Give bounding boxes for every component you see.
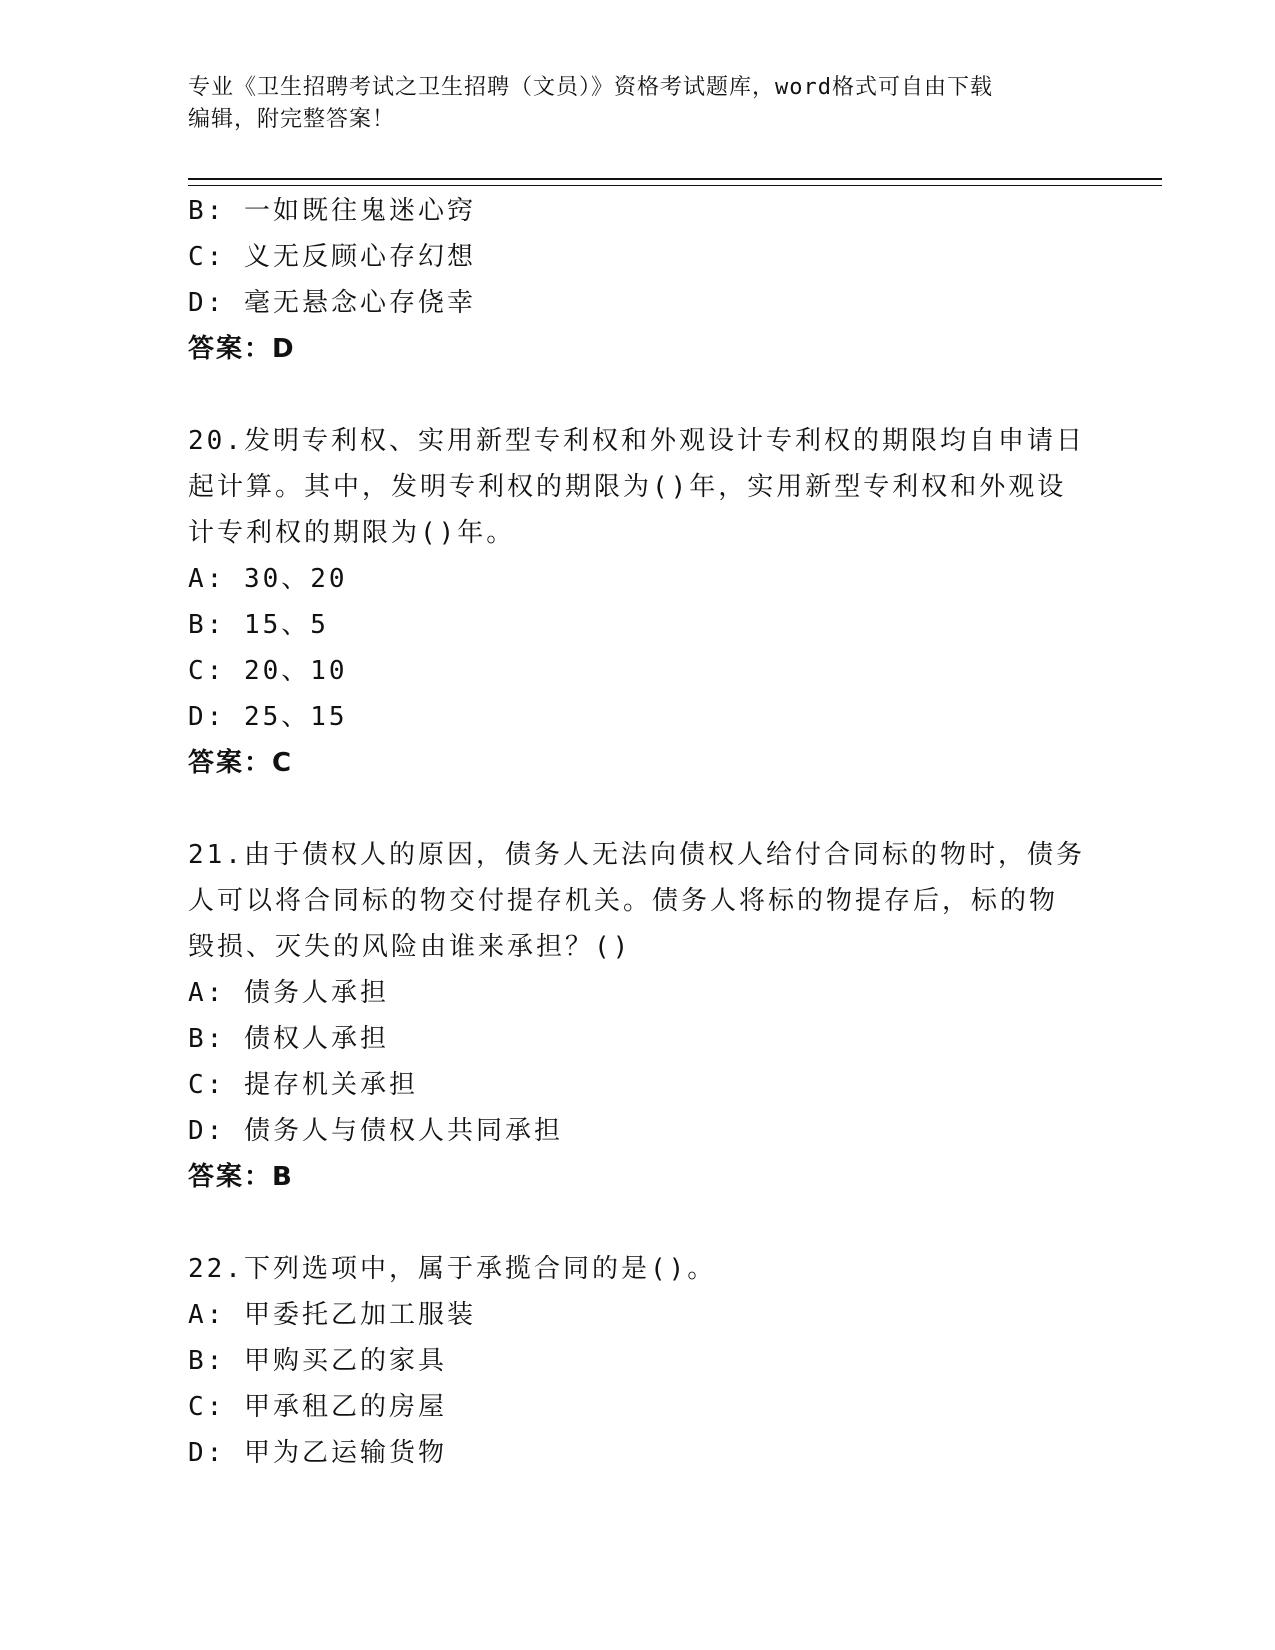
header-line-2: 编辑，附完整答案！: [188, 107, 396, 132]
spacer: [188, 1200, 1088, 1246]
stem-line: 21.由于债权人的原因，债务人无法向债权人给付合同标的物时，债务: [188, 840, 1085, 870]
carryover-block: [188, 188, 1088, 372]
option-d: D: 债务人与债权人共同承担: [188, 1116, 563, 1146]
answer-label: 答案：B: [188, 1162, 294, 1192]
option-a: A: 30、20: [188, 564, 348, 594]
question-stem: [188, 1246, 1088, 1292]
spacer: [188, 786, 1088, 832]
option-b: B: 甲购买乙的家具: [188, 1346, 447, 1376]
option-a: A: 甲委托乙加工服装: [188, 1300, 476, 1330]
answer-label: 答案：C: [188, 748, 294, 778]
option-c: C: 甲承租乙的房屋: [188, 1392, 447, 1422]
question-list: [188, 188, 1088, 1476]
answer-label: 答案：D: [188, 334, 296, 364]
header-line-1: 专业《卫生招聘考试之卫生招聘（文员）》资格考试题库，word格式可自由下载: [188, 75, 993, 100]
question-22: [188, 1246, 1088, 1476]
option-a: A: 债务人承担: [188, 978, 389, 1008]
option-c: C: 20、10: [188, 656, 348, 686]
question-stem: [188, 832, 1088, 970]
option-d: D: 25、15: [188, 702, 348, 732]
header-divider: [188, 178, 1162, 186]
option-b: B: 一如既往鬼迷心窍: [188, 196, 476, 226]
question-stem: [188, 418, 1088, 556]
option-d: D: 毫无悬念心存侥幸: [188, 288, 476, 318]
stem-line: 起计算。其中，发明专利权的期限为()年，实用新型专利权和外观设: [188, 472, 1067, 502]
option-c: C: 提存机关承担: [188, 1070, 418, 1100]
option-b: B: 15、5: [188, 610, 329, 640]
option-d: D: 甲为乙运输货物: [188, 1438, 447, 1468]
stem-line: 人可以将合同标的物交付提存机关。债务人将标的物提存后，标的物: [188, 886, 1059, 916]
option-c: C: 义无反顾心存幻想: [188, 242, 476, 272]
stem-line: 计专利权的期限为()年。: [188, 518, 516, 548]
option-b: B: 债权人承担: [188, 1024, 389, 1054]
stem-line: 毁损、灭失的风险由谁来承担？(): [188, 932, 632, 962]
spacer: [188, 372, 1088, 418]
document-header: [188, 72, 1088, 136]
question-21: [188, 832, 1088, 1200]
question-20: [188, 418, 1088, 786]
stem-line: 22.下列选项中，属于承揽合同的是()。: [188, 1254, 717, 1284]
stem-line: 20.发明专利权、实用新型专利权和外观设计专利权的期限均自申请日: [188, 426, 1085, 456]
